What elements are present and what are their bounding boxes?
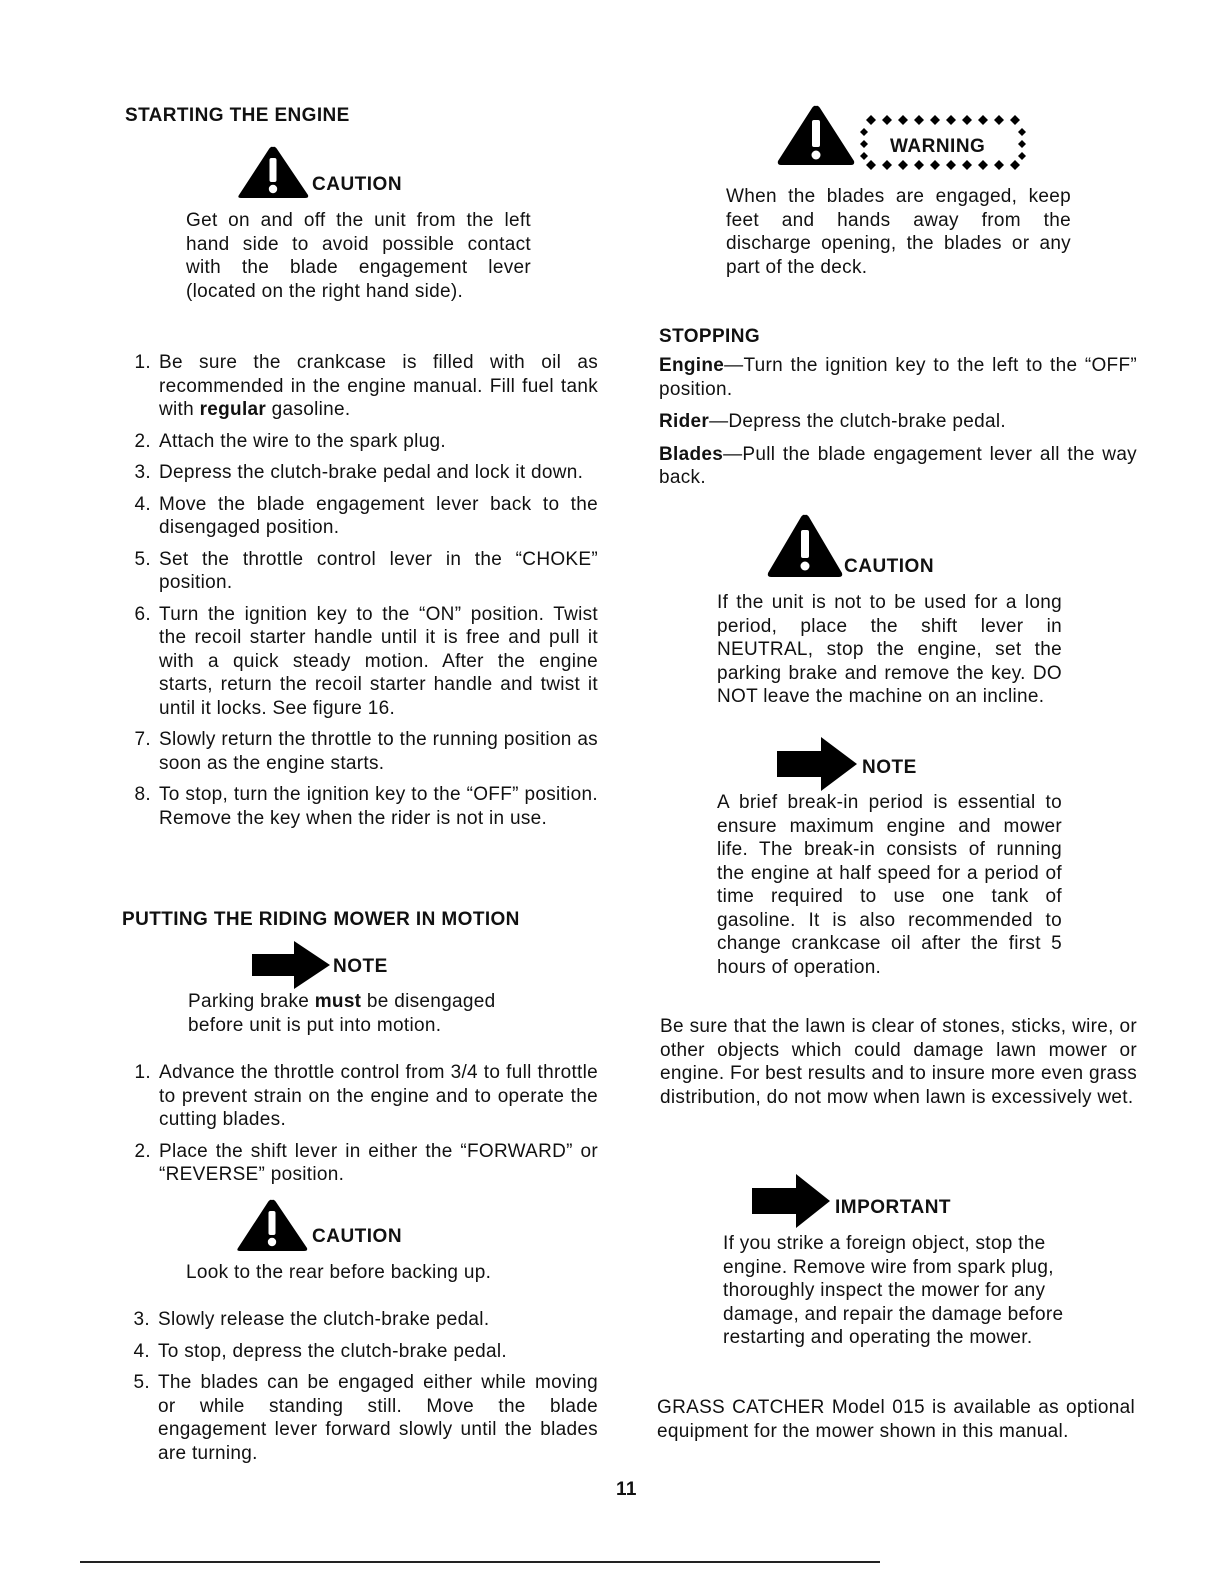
caution-label: CAUTION [312, 1226, 403, 1247]
section-heading-stopping: STOPPING [659, 326, 761, 347]
important-label: IMPORTANT [835, 1197, 952, 1218]
stopping-list [659, 354, 1137, 499]
list-item: 8. To stop, turn the ignition key to the “OFF” position. Remove the key when the rider is not in use. [134, 784, 598, 829]
caution-label: CAUTION [312, 174, 403, 195]
bottom-rule [80, 1561, 880, 1563]
list-item: 1. Advance the throttle control from 3/4 to full throttle to prevent strain on the engine and to operate the cutting blades. [134, 1062, 598, 1130]
list-item: 1. Be sure the crankcase is filled with oil as recommended in the engine manual. Fill fuel tank with regular gasoline. [134, 352, 598, 420]
caution-triangle-icon [236, 145, 310, 199]
warning-text: When the blades are engaged, keep feet and hands away from the discharge opening, the blades or any part of the deck. [726, 186, 1071, 278]
note-text: Parking brake must be disengaged before unit is put into motion. [188, 991, 496, 1036]
list-item: 7. Slowly return the throttle to the running position as soon as the engine starts. [134, 729, 598, 774]
note-text: A brief break-in period is essential to ensure maximum engine and mower life. The break-in consists of running the engine at half speed for a period of time required to use one tank of gasoline. It is also recommended to change crankcase oil after the first 5 hours of operation. [717, 792, 1062, 978]
list-item: 3. Slowly release the clutch-brake pedal. [133, 1309, 490, 1330]
section-heading-putting-in-motion: PUTTING THE RIDING MOWER IN MOTION [122, 909, 520, 930]
important-arrow-icon [752, 1173, 832, 1229]
starting-steps-list [125, 351, 598, 838]
warning-triangle-icon [776, 104, 856, 166]
caution-triangle-icon [235, 1198, 309, 1252]
grass-catcher-paragraph: GRASS CATCHER Model 015 is available as optional equipment for the mower shown in this manual. [657, 1397, 1135, 1442]
list-item: 2. Place the shift lever in either the “FORWARD” or “REVERSE” position. [134, 1140, 598, 1185]
important-text: If you strike a foreign object, stop the engine. Remove wire from spark plug, thoroughly inspect the mower for any damage, and repair the damage before restarting and operating the mower. [723, 1233, 1064, 1348]
caution-triangle-icon [766, 513, 844, 579]
motion-steps-list-b [124, 1308, 598, 1473]
list-item: 2. Attach the wire to the spark plug. [134, 430, 446, 452]
list-item: 4. Move the blade engagement lever back to the disengaged position. [134, 493, 598, 538]
stopping-item-rider: Rider—Depress the clutch-brake pedal. [659, 411, 1006, 432]
list-item: 5. Set the throttle control lever in the “CHOKE” position. [134, 548, 598, 593]
caution-label: CAUTION [844, 556, 935, 577]
caution-text: Get on and off the unit from the left hand side to avoid possible contact with the blade engagement lever (located on the right hand side). [186, 210, 531, 302]
note-arrow-icon [252, 940, 332, 990]
section-heading-starting-engine: STARTING THE ENGINE [125, 105, 350, 126]
stopping-item-blades: Blades—Pull the blade engagement lever all the way back. [659, 443, 1137, 488]
note-label: NOTE [333, 956, 388, 977]
list-item: 4. To stop, depress the clutch-brake pedal. [133, 1340, 507, 1362]
list-item: 6. Turn the ignition key to the “ON” position. Twist the recoil starter handle until it is free and pull it with a quick steady motion. After the engine starts, return the recoil starter handle and twist it until it locks. See figure 16. [134, 603, 598, 719]
list-item: 3. Depress the clutch-brake pedal and lock it down. [134, 462, 584, 483]
warning-label: WARNING [890, 136, 986, 157]
note-arrow-icon [777, 736, 859, 792]
motion-steps-list-a [125, 1061, 598, 1195]
page-number: 11 [616, 1479, 637, 1500]
lawn-paragraph: Be sure that the lawn is clear of stones, sticks, wire, or other objects which could damage lawn mower or engine. For best results and to insure more even grass distribution, do not mow when lawn is excessively wet. [660, 1016, 1137, 1108]
caution-text: Look to the rear before backing up. [186, 1262, 492, 1283]
caution-text: If the unit is not to be used for a long period, place the shift lever in NEUTRAL, stop the engine, set the parking brake and remove the key. DO NOT leave the machine on an incline. [717, 592, 1062, 707]
stopping-item-engine: Engine—Turn the ignition key to the left to the “OFF” position. [659, 355, 1137, 400]
list-item: 5. The blades can be engaged either while moving or while standing still. Move the blade engagement lever forward slowly until the blades are turning. [133, 1372, 598, 1464]
note-label: NOTE [862, 757, 917, 778]
